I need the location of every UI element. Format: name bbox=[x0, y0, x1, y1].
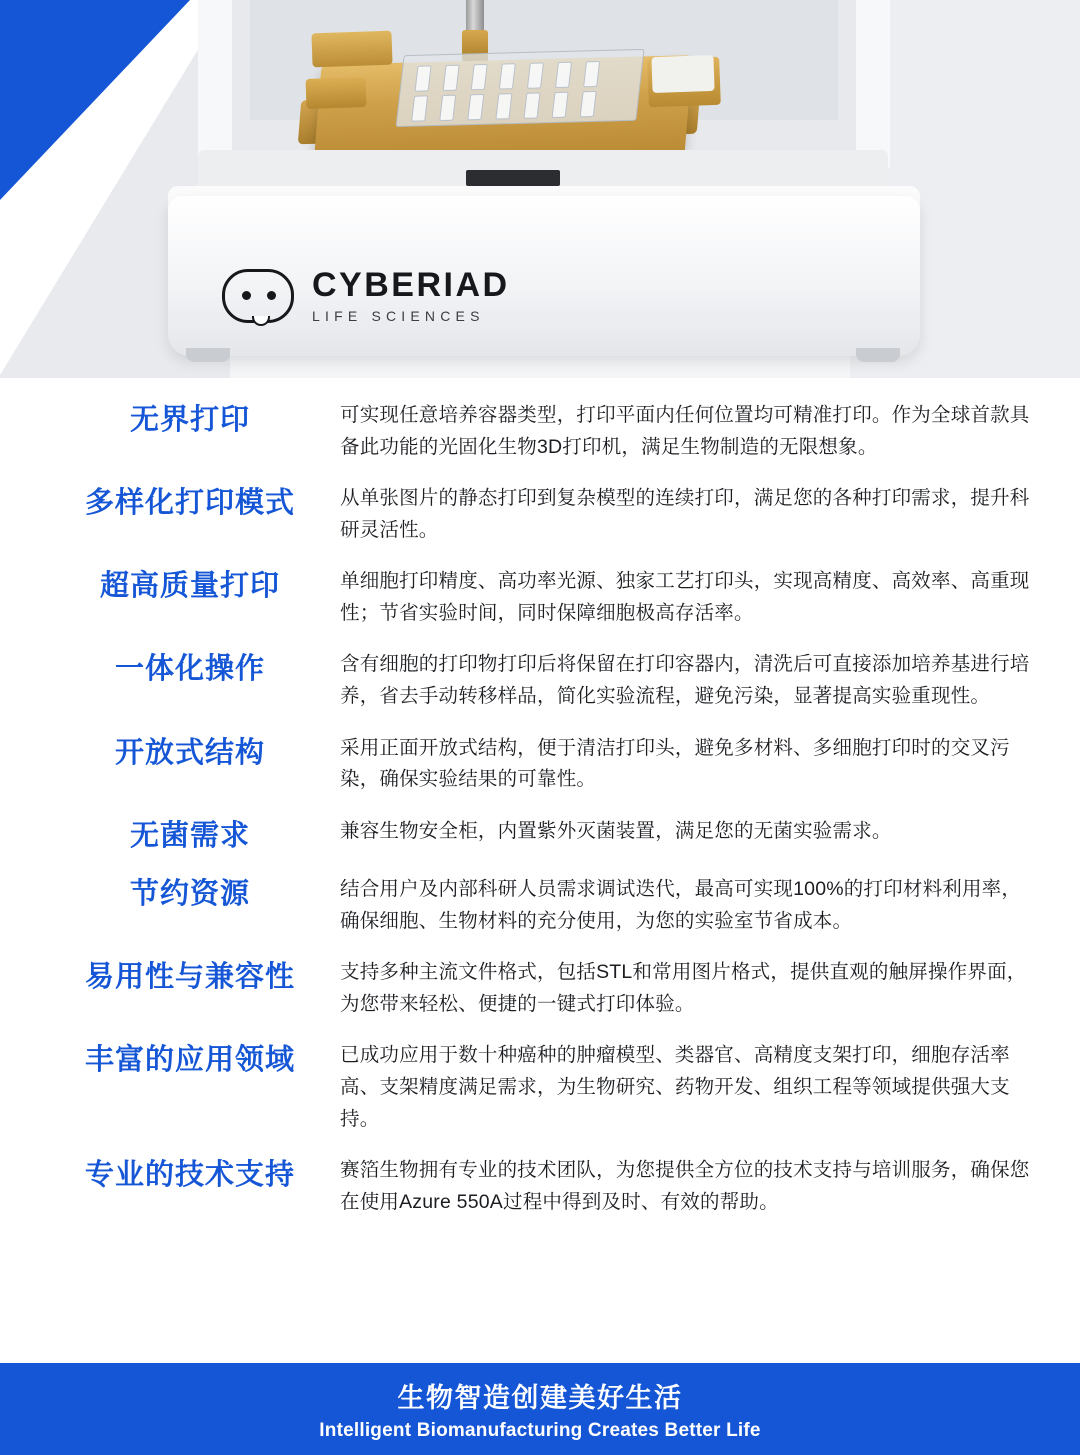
feature-title: 丰富的应用领域 bbox=[84, 1044, 295, 1077]
feature-description: 已成功应用于数十种癌种的肿瘤模型、类器官、高精度支架打印，细胞存活率高、支架精度满足需求，为生物研究、药物开发、组织工程等领域提供强大支持。 bbox=[340, 1044, 1010, 1130]
feature-title: 一体化操作 bbox=[114, 653, 265, 686]
feature-item bbox=[0, 645, 1080, 712]
feature-item bbox=[0, 396, 1080, 463]
brand-name: CYBERIAD bbox=[312, 266, 510, 304]
footer-slogan-en: Intelligent Biomanufacturing Creates Better Life bbox=[319, 1420, 761, 1441]
feature-item bbox=[0, 729, 1080, 796]
footer-slogan-cn: 生物智造创建美好生活 bbox=[397, 1383, 683, 1413]
feature-description: 赛箔生物拥有专业的技术团队，为您提供全方位的技术支持与培训服务，确保您在使用Azure 550A过程中得到及时、有效的帮助。 bbox=[340, 1159, 1030, 1213]
feature-description: 支持多种主流文件格式，包括STL和常用图片格式，提供直观的触屏操作界面，为您带来轻松、便捷的一键式打印体验。 bbox=[340, 961, 1027, 1015]
feature-title: 无菌需求 bbox=[129, 819, 250, 852]
feature-item bbox=[0, 562, 1080, 629]
robot-face-icon bbox=[222, 269, 294, 323]
feature-title: 无界打印 bbox=[129, 404, 250, 436]
well-plate bbox=[395, 49, 644, 127]
feature-description: 采用正面开放式结构，便于清洁打印头，避免多材料、多细胞打印时的交叉污染，确保实验结果的可靠性。 bbox=[340, 736, 1010, 791]
feature-item bbox=[0, 870, 1080, 937]
brand-logo bbox=[222, 268, 510, 323]
feature-description: 结合用户及内部科研人员需求调试迭代，最高可实现100%的打印材料利用率，确保细胞、生物材料的充分使用，为您的实验室节省成本。 bbox=[340, 878, 1022, 932]
feature-description: 含有细胞的打印物打印后将保留在打印容器内，清洗后可直接添加培养基进行培养，省去手动转移样品，简化实验流程，避免污染，显著提高实验重现性。 bbox=[340, 653, 1030, 708]
feature-list bbox=[0, 378, 1080, 1218]
feature-title: 节约资源 bbox=[129, 878, 250, 911]
feature-description: 从单张图片的静态打印到复杂模型的连续打印，满足您的各种打印需求，提升科研灵活性。 bbox=[340, 487, 1030, 541]
feature-description: 兼容生物安全柜，内置紫外灭菌装置，满足您的无菌实验需求。 bbox=[340, 819, 892, 842]
printer-foot-right bbox=[856, 348, 900, 362]
printer-front-slot bbox=[466, 170, 560, 186]
feature-description: 可实现任意培养容器类型，打印平面内任何位置均可精准打印。作为全球首款具备此功能的光固化生物3D打印机，满足生物制造的无限想象。 bbox=[340, 404, 1030, 458]
feature-title: 易用性与兼容性 bbox=[84, 961, 295, 994]
feature-item bbox=[0, 1036, 1080, 1135]
feature-item bbox=[0, 479, 1080, 546]
feature-title: 多样化打印模式 bbox=[84, 487, 295, 520]
feature-title: 超高质量打印 bbox=[99, 570, 280, 603]
feature-title: 开放式结构 bbox=[114, 736, 265, 769]
brand-tagline: LIFE SCIENCES bbox=[312, 308, 485, 324]
feature-item bbox=[0, 1151, 1080, 1218]
printer-foot-left bbox=[186, 348, 230, 362]
printer-left-column bbox=[198, 0, 232, 170]
printer-right-column bbox=[856, 0, 890, 170]
feature-item bbox=[0, 812, 1080, 854]
footer-banner bbox=[0, 1363, 1080, 1455]
feature-title: 专业的技术支持 bbox=[84, 1159, 295, 1192]
gold-clamp-left-upper bbox=[311, 31, 392, 68]
feature-item bbox=[0, 953, 1080, 1020]
gold-clamp-left-lower bbox=[305, 77, 366, 109]
feature-description: 单细胞打印精度、高功率光源、独家工艺打印头，实现高精度、高效率、高重现性；节省实验时间，同时保障细胞极高存活率。 bbox=[340, 570, 1030, 624]
hero-product-image bbox=[0, 0, 1080, 378]
white-tray bbox=[651, 55, 714, 93]
